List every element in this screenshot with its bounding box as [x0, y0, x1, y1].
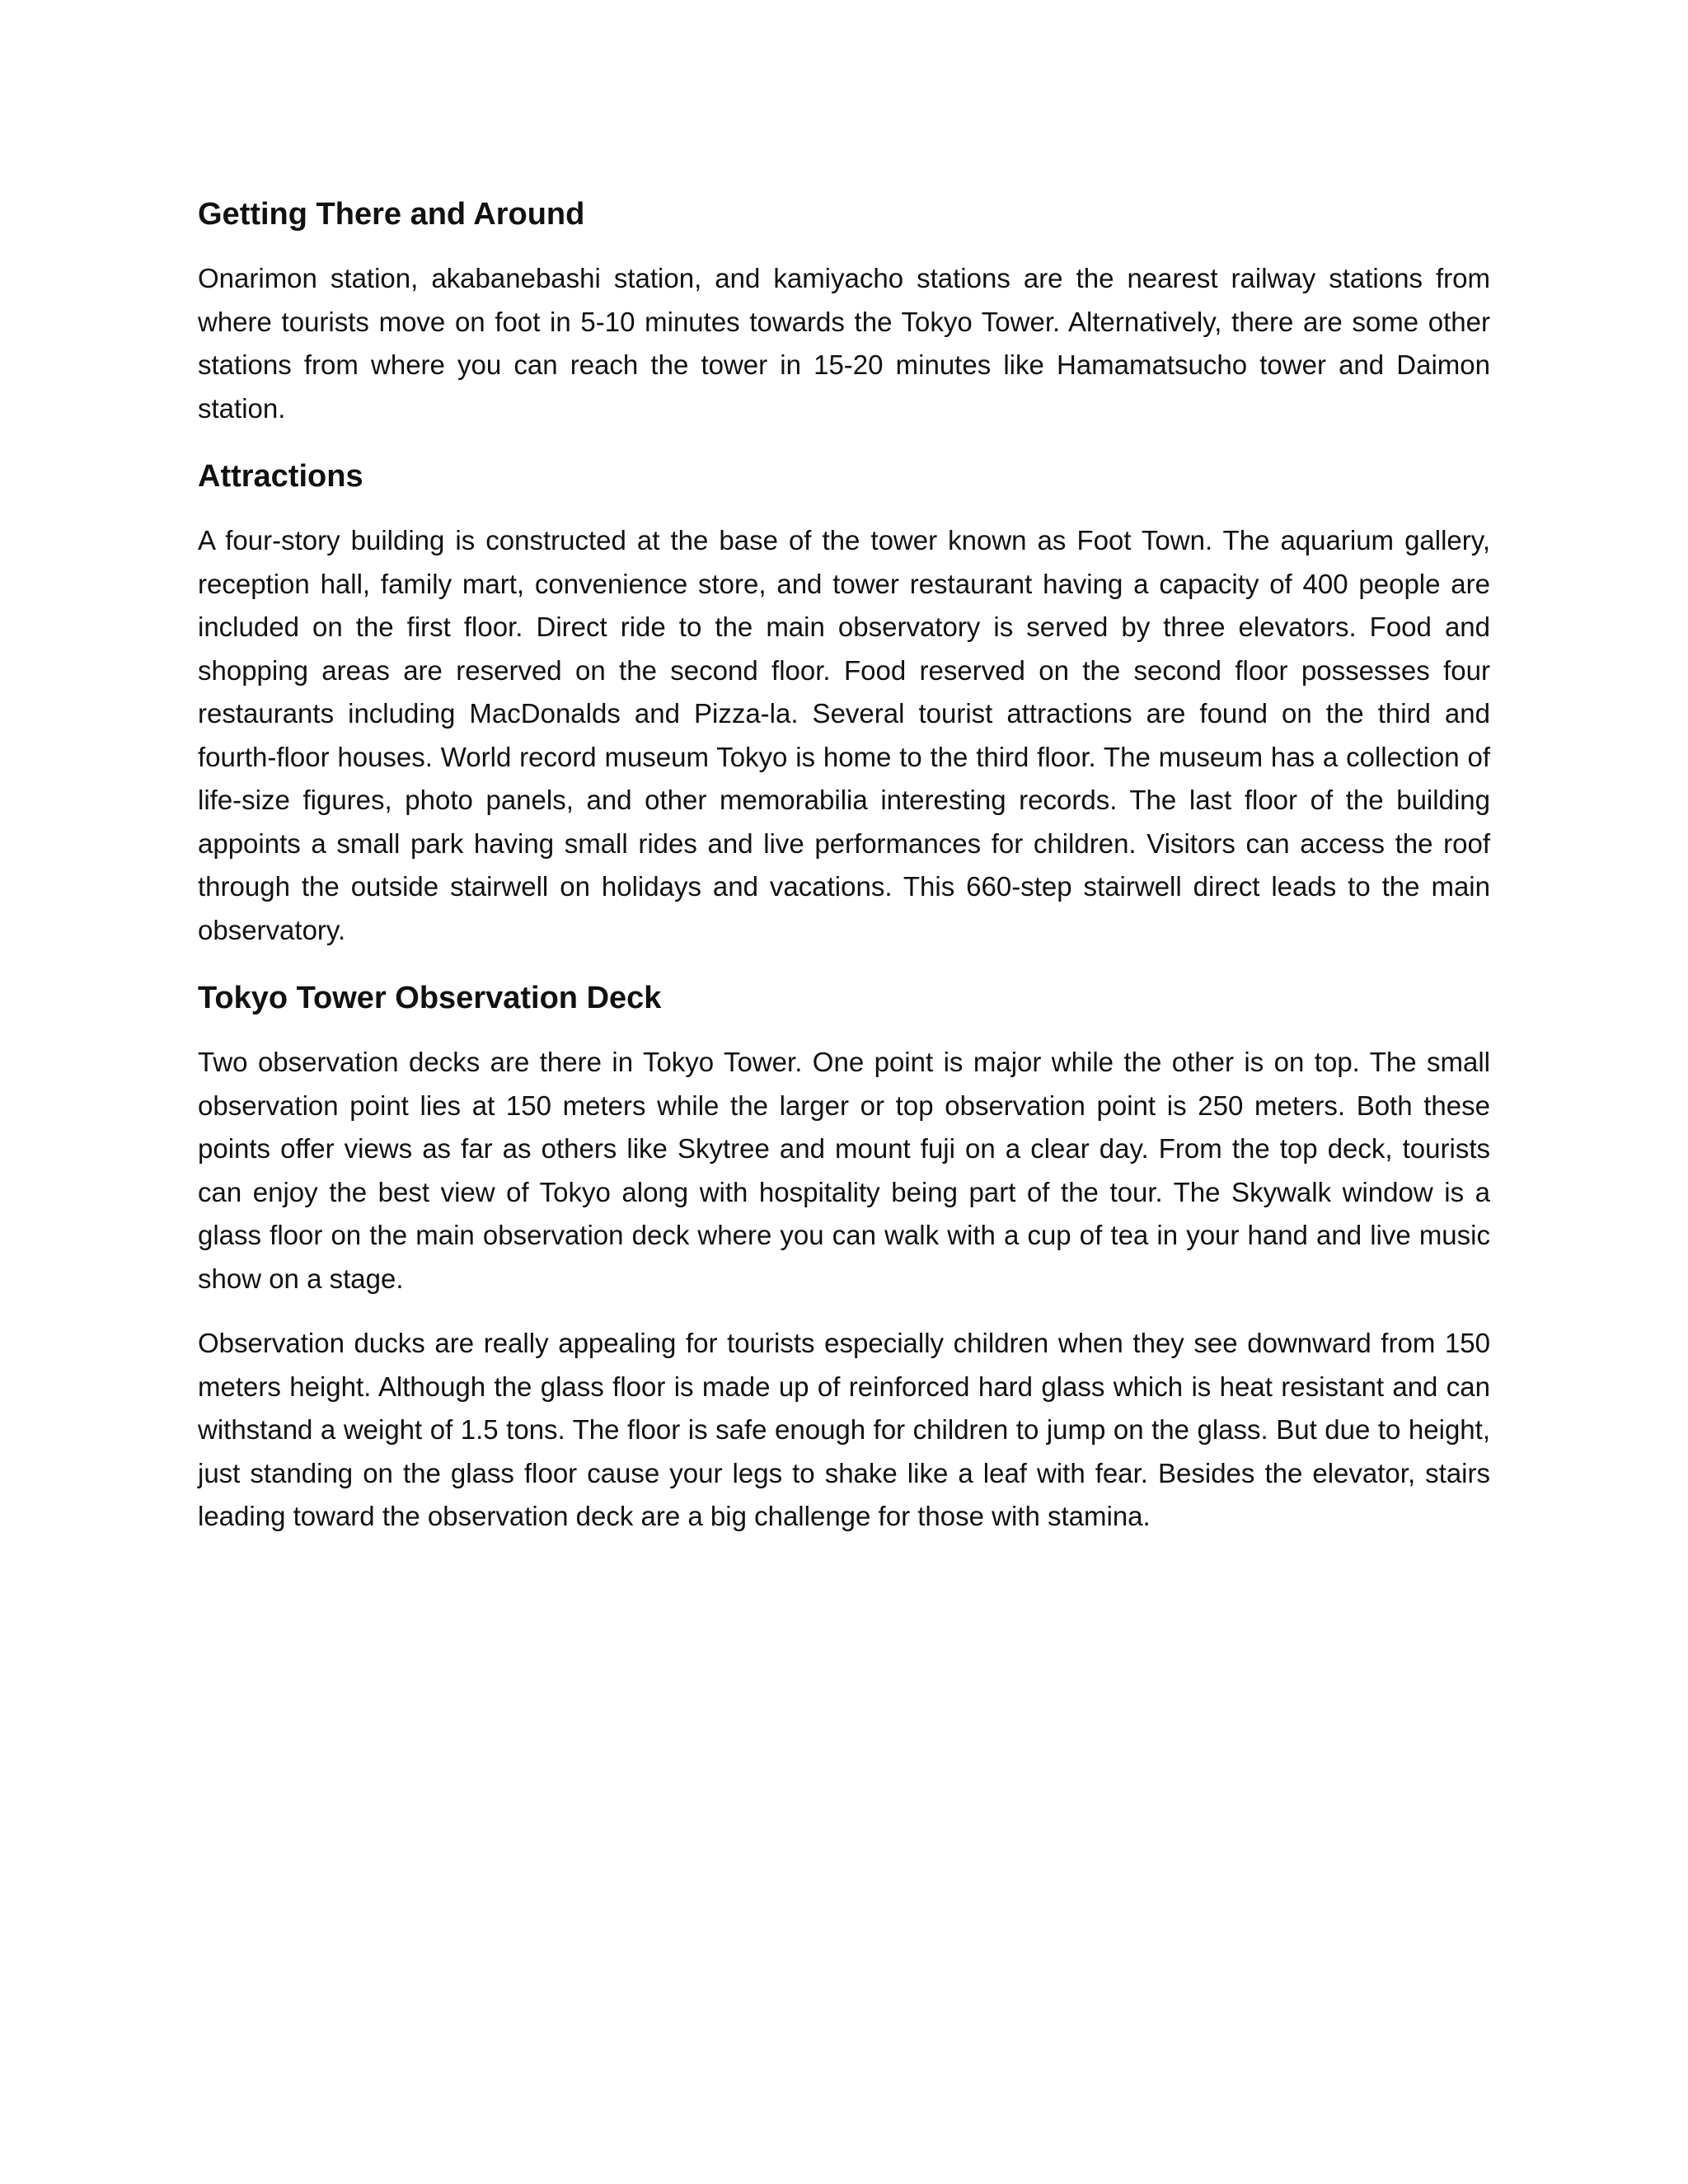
section-paragraph: Observation ducks are really appealing for tourists especially children when they see downward from 150 meters height. Although the glass floor is made up of reinforced hard glass which is heat resistant and can withstand a weight of 1.5 tons. The floor is safe enough for children to jump on the glass. But due to height, just standing on the glass floor cause your legs to shake like a leaf with fear. Besides the elevator, stairs leading toward the observation deck are a big challenge for those with stamina. [198, 1328, 1490, 1531]
section-heading: Getting There and Around [198, 197, 585, 232]
section-heading: Tokyo Tower Observation Deck [198, 981, 662, 1015]
section-paragraph: Two observation decks are there in Tokyo Tower. One point is major while the other is on top. The small observation point lies at 150 meters while the larger or top observation point is 250 meters. Both these points offer views as far as others like Skytree and mount fuji on a clear day. From the top deck, tourists can enjoy the best view of Tokyo along with hospitality being part of the tour. The Skywalk window is a glass floor on the main observation deck where you can walk with a cup of tea in your hand and live music show on a stage. [198, 1047, 1490, 1294]
section-observation-deck [198, 978, 1490, 1539]
section-attractions [198, 457, 1490, 952]
section-heading: Attractions [198, 459, 363, 494]
section-paragraph: A four-story building is constructed at the base of the tower known as Foot Town. The aquarium gallery, reception hall, family mart, convenience store, and tower restaurant having a capacity of 400 people are included on the first floor. Direct ride to the main observatory is served by three elevators. Food and shopping areas are reserved on the second floor. Food reserved on the second floor possesses four restaurants including MacDonalds and Pizza-la. Several tourist attractions are found on the third and fourth-floor houses. World record museum Tokyo is home to the third floor. The museum has a collection of life-size figures, photo panels, and other memorabilia interesting records. The last floor of the building appoints a small park having small rides and live performances for children. Visitors can access the roof through the outside stairwell on holidays and vacations. This 660-step stairwell direct leads to the main observatory. [198, 525, 1490, 945]
section-getting-there [198, 194, 1490, 430]
section-paragraph: Onarimon station, akabanebashi station, and kamiyacho stations are the nearest railway stations from where tourists move on foot in 5-10 minutes towards the Tokyo Tower. Alternatively, there are some other stations from where you can reach the tower in 15-20 minutes like Hamamatsucho tower and Daimon station. [198, 263, 1490, 424]
document-page [198, 194, 1490, 1560]
